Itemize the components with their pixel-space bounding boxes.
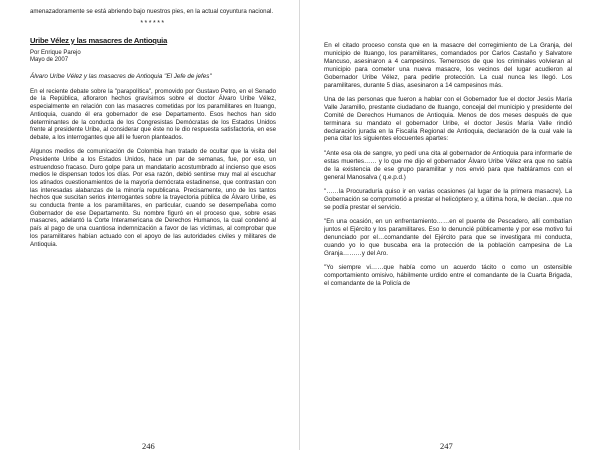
section-separator: ****** — [140, 19, 166, 27]
quote-paragraph: "En una ocasión, en un enfrentamiento……en el puente de Pescadero, allí combatían juntos el Ejército y los paramilitares. Eso lo denuncié públicamente y por ese motivo fui denunciado por el…comandante del Ejército para que se investigara mi conducta, cuando yo lo que buscaba era la protección de la población campesina de La Granja………y del Aro. — [324, 218, 572, 257]
paragraph: En el citado proceso consta que en la masacre del corregimiento de La Granja, del municipio de Ituango, los paramilitares, comandados por Carlos Castaño y Salvatore Mancuso, asesinaron a 4 campesinos. Temerosos de que los criminales volvieran al municipio para cometer una nueva masacre, los vecinos del lugar acudieron al Gobernador Uribe Vélez, para pedirle protección. La cual nunca les llegó. Los paramilitares, durante 5 días, asesinaron a 14 campesinos más. — [324, 42, 572, 89]
quote-paragraph: "……la Procuraduría quiso ir en varias ocasiones (al lugar de la primera masacre). La Gobernación se comprometió a prestar el helicóptero y, a última hora, le decían…que no se podía prestar el servicio. — [324, 188, 572, 211]
page-number-left: 246 — [142, 441, 155, 450]
byline — [30, 50, 276, 65]
paragraph: En el reciente debate sobre la "parapolítica", promovido por Gustavo Petro, en el Senado de la República, afloraron hechos gravísimos sobre el doctor Álvaro Uribe Vélez, especialmente en relación con las masacres cometidas por los paramilitares en Ituango, Antioquia, cuando él era gobernador de ese Departamento. Esos hechos han sido determinantes de la conducta de los Congresistas Demócratas de los Estados Unidos frente al presidente Uribe, al considerar que éste no le dio respuesta satisfactoria, en ese debate, a los interrogantes que allí le fueron planteados. — [30, 87, 276, 141]
author: Por Enrique Parejo — [30, 49, 81, 56]
article-subtitle: Álvaro Uribe Vélez y las masacres de Antioquia "El Jefe de jefes" — [30, 72, 212, 80]
page-gutter — [299, 0, 300, 450]
paragraph: Algunos medios de comunicación de Colombia han tratado de ocultar que la visita del Presidente Uribe a los Estados Unidos, hace un par de semanas, fue, por eso, un estruendoso fracaso. Duro golpe para un mandatario acostumbrado al incienso que esos medios le dispensan todos los días. Por esa razón, debió sentirse muy mal al escuchar los atinados cuestionamientos de la mayoría demócrata estadinense, que contrastan con las interesadas alabanzas de la minoría republicana. Precisamente, uno de los tantos hechos que suscitan serios interrogantes sobre la trayectoria pública de Álvaro Uribe, es su conducta frente a los paramilitares, en particular, cuando se desempeñaba como Gobernador de ese Departamento. Su nombre figuró en el proceso que, sobre esas masacres, adelantó la Corte Interamericana de Derechos Humanos, la cual condenó al país al pago de una cuantiosa indemnización a favor de las víctimas, al comprobar que los paramilitares habían actuado con el apoyo de las autoridades civiles y militares de Antioquia. — [30, 148, 276, 248]
date: Mayo de 2007 — [30, 57, 69, 64]
left-page — [30, 8, 276, 438]
quote-paragraph: "Ante esa ola de sangre, yo pedí una cita al gobernador de Antioquia para informarle de estas muertes…… y lo que me dijo el gobernador Álvaro Uribe Vélez era que no sabía de la existencia de ese grupo paramilitar y nos envió para que habláramos con el general Manosalva ( q.e.p.d.) — [324, 149, 572, 181]
quote-paragraph: "Yo siempre vi……que había como un acuerdo tácito o como un ostensible comportamiento omisivo, hábilmente urdido entre el comandante de la Cuarta Brigada, el comandante de la Policía de — [324, 264, 572, 288]
page-number-right: 247 — [440, 441, 453, 450]
paragraph: Una de las personas que fueron a hablar con el Gobernador fue el doctor Jesús María Valle Jaramillo, prestante ciudadano de Ituango, concejal del municipio y presidente del Comité de Derechos Humanos de Antioquia. Menos de dos meses después de que terminara su mandato el gobernador Uribe, el doctor Jesús María Valle rindió declaración jurada en la Fiscalía Regional de Antioquia, declaración de la cual vale la pena citar los siguientes elocuentes apartes: — [324, 95, 572, 143]
article-title: Uribe Vélez y las masacres de Antioquia — [30, 35, 168, 45]
right-page — [324, 42, 572, 438]
intro-paragraph: amenazadoramente se está abriendo bajo nuestros pies, en la actual coyuntura nacional. — [30, 8, 274, 15]
